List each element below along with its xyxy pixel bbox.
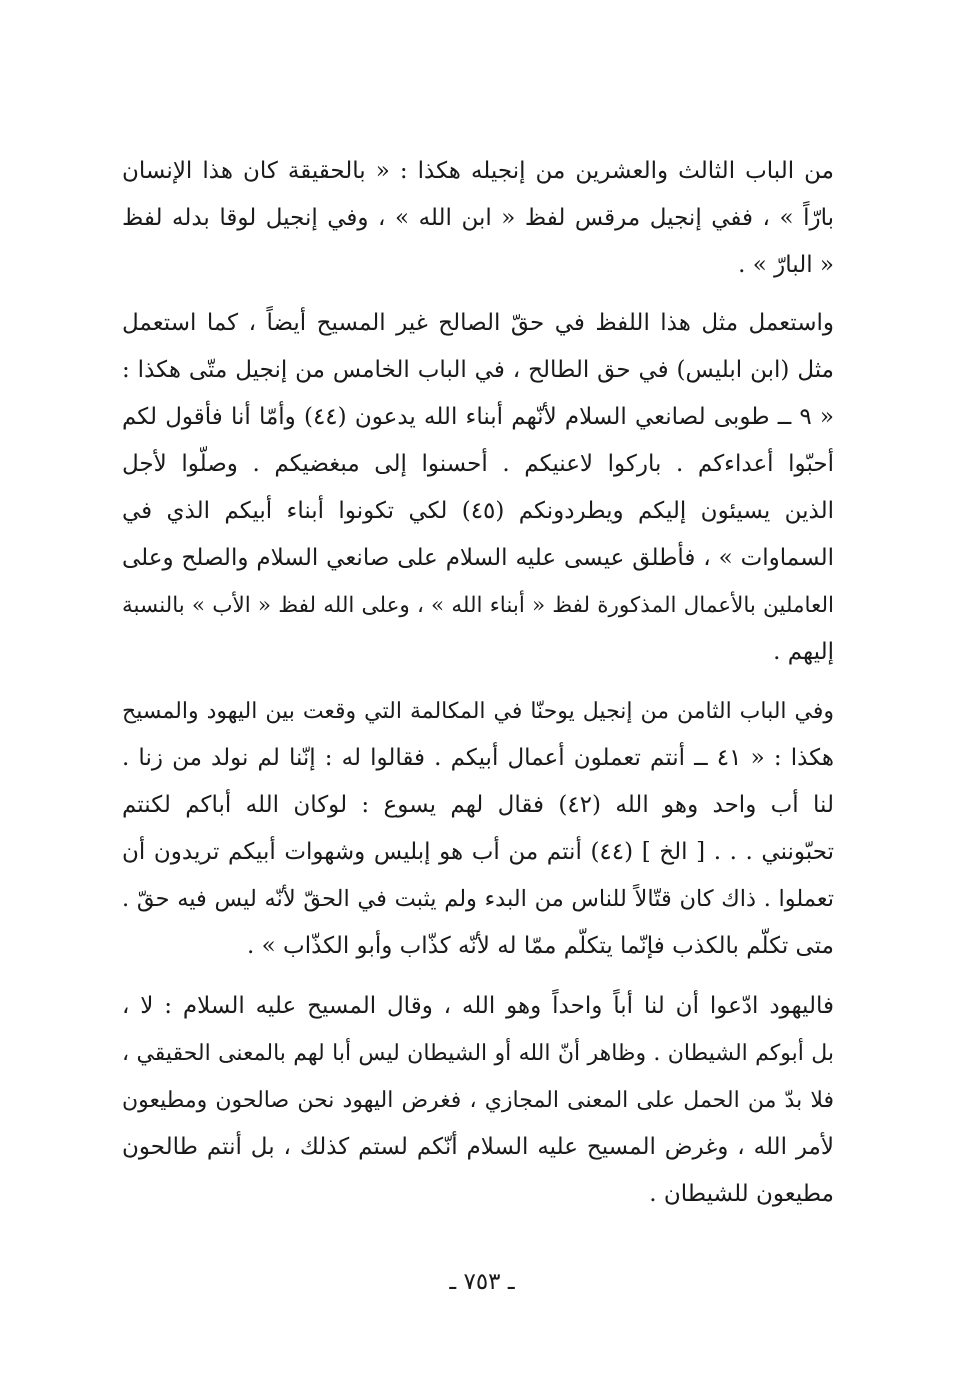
text-line: « البارّ » .	[738, 252, 834, 278]
text-line: بل أبوكم الشيطان . وظاهر أنّ الله أو الشيطان ليس أبا لهم بالمعنى الحقيقي ،	[122, 1041, 834, 1066]
text-line: مطيعون للشيطان .	[649, 1181, 834, 1207]
text-line: من الباب الثالث والعشرين من إنجيله هكذا : « بالحقيقة كان هذا الإنسان	[122, 158, 834, 184]
text-line: إليهم .	[773, 639, 834, 665]
page-number: ـ ٧٥٣ ـ	[449, 1269, 515, 1295]
paragraph-2	[122, 300, 834, 676]
text-line: لأمر الله ، وغرض المسيح عليه السلام أنّكم لستم كذلك ، بل أنتم طالحون	[122, 1134, 834, 1160]
text-line: بارّاً » ، ففي إنجيل مرقس لفظ « ابن الله » ، وفي إنجيل لوقا بدله لفظ	[122, 205, 834, 231]
text-line: فاليهود ادّعوا أن لنا أباً واحداً وهو الله ، وقال المسيح عليه السلام : لا ،	[122, 993, 834, 1019]
text-line: العاملين بالأعمال المذكورة لفظ « أبناء الله » ، وعلى الله لفظ « الأب » بالنسبة	[122, 593, 834, 618]
text-line: هكذا : « ٤١ ــ أنتم تعملون أعمال أبيكم . فقالوا له : إنّنا لم نولد من زنا .	[122, 745, 834, 771]
paragraph-4	[122, 983, 834, 1218]
paragraph-1	[122, 148, 834, 289]
text-line: تعملوا . ذاك كان قتّالاً للناس من البدء ولم يثبت في الحقّ لأنّه ليس فيه حقّ .	[122, 886, 834, 912]
text-line: « ٩ ــ طوبى لصانعي السلام لأنّهم أبناء الله يدعون (٤٤) وأمّا أنا فأقول لكم	[122, 404, 834, 430]
paragraph-3	[122, 688, 834, 970]
text-line: واستعمل مثل هذا اللفظ في حقّ الصالح غير المسيح أيضاً ، كما استعمل	[122, 310, 834, 336]
text-line: لنا أب واحد وهو الله (٤٢) فقال لهم يسوع : لوكان الله أباكم لكنتم	[122, 792, 834, 818]
text-line: الذين يسيئون إليكم ويطردونكم (٤٥) لكي تكونوا أبناء أبيكم الذي في	[122, 498, 834, 524]
text-line: تحبّونني . . . [ الخ ] (٤٤) أنتم من أب هو إبليس وشهوات أبيكم تريدون أن	[122, 839, 834, 865]
text-line: السماوات » ، فأطلق عيسى عليه السلام على صانعي السلام والصلح وعلى	[122, 545, 834, 571]
text-line: أحبّوا أعداءكم . باركوا لاعنيكم . أحسنوا إلى مبغضيكم . وصلّوا لأجل	[122, 451, 834, 477]
text-line: مثل (ابن ابليس) في حق الطالح ، في الباب الخامس من إنجيل متّى هكذا :	[122, 357, 834, 383]
text-line: فلا بدّ من الحمل على المعنى المجازي ، فغرض اليهود نحن صالحون ومطيعون	[122, 1088, 834, 1113]
text-line: متى تكلّم بالكذب فإنّما يتكلّم ممّا له لأنّه كذّاب وأبو الكذّاب » .	[247, 933, 834, 959]
text-line: وفي الباب الثامن من إنجيل يوحنّا في المكالمة التي وقعت بين اليهود والمسيح	[122, 699, 834, 724]
